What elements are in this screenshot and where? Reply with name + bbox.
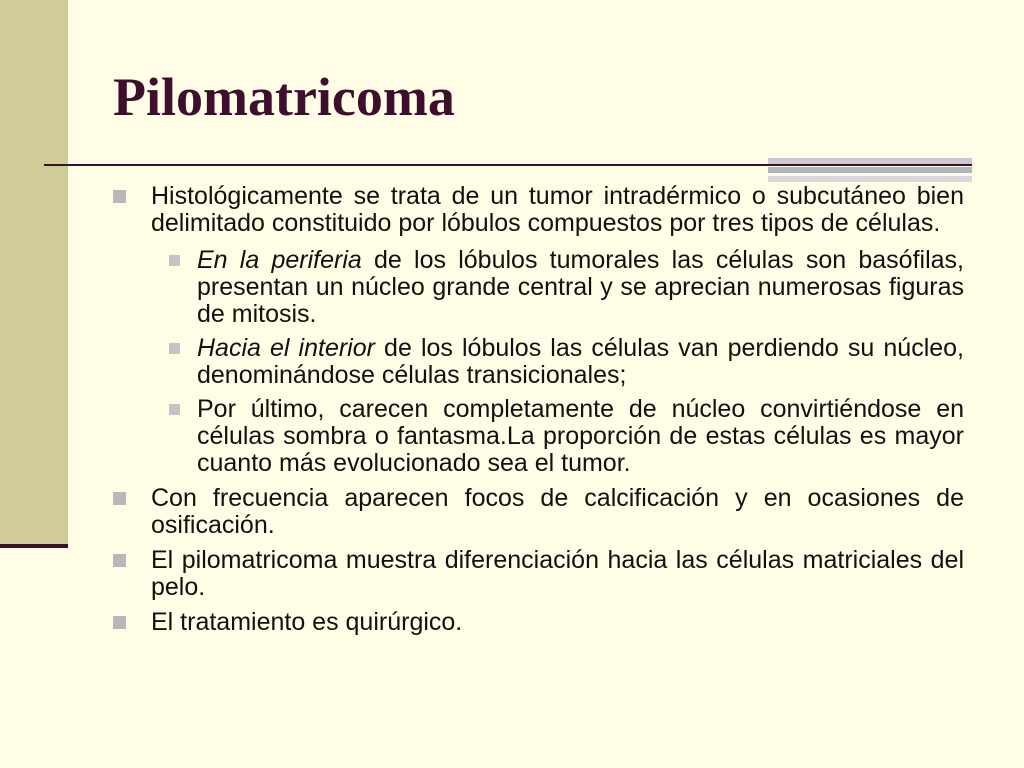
- square-bullet-icon: [169, 343, 180, 354]
- bullet-item: [113, 547, 964, 601]
- bullet-list: [113, 183, 964, 636]
- slide-body: [113, 183, 964, 644]
- left-decorative-band: [0, 0, 68, 546]
- sub-bullet-text: de los lóbulos tumorales las células son basófilas, presentan un núcleo grande central y se aprecian numerosas figuras de mitosis.: [197, 246, 964, 328]
- square-bullet-icon: [113, 554, 126, 567]
- decorative-bar: [768, 158, 972, 164]
- bullet-item: [113, 609, 964, 636]
- sub-bullet-emphasis: Hacia el interior: [197, 334, 375, 362]
- sub-bullet-item: [151, 335, 964, 389]
- square-bullet-icon: [169, 404, 180, 415]
- sub-bullet-item: [151, 247, 964, 328]
- sub-bullet-text: de los lóbulos las células van perdiendo su núcleo, denominándose células transicionales;: [197, 334, 965, 389]
- slide-title: Pilomatricoma: [113, 67, 455, 127]
- square-bullet-icon: [113, 616, 126, 629]
- bullet-item: [113, 485, 964, 539]
- left-band-rule: [0, 544, 68, 548]
- bullet-text: El tratamiento es quirúrgico.: [151, 608, 463, 636]
- square-bullet-icon: [169, 255, 180, 266]
- square-bullet-icon: [113, 190, 126, 203]
- decorative-bar: [768, 167, 972, 173]
- bullet-text: Histológicamente se trata de un tumor intradérmico o subcutáneo bien delimitado constituido por lóbulos compuestos por tres tipos de células.: [151, 182, 964, 237]
- decorative-bars: [768, 158, 972, 182]
- bullet-text: El pilomatricoma muestra diferenciación hacia las células matriciales del pelo.: [151, 546, 964, 601]
- square-bullet-icon: [113, 492, 126, 505]
- sub-bullet-text: Por último, carecen completamente de núcleo convirtiéndose en células sombra o fantasma.La proporción de estas células es mayor cuanto más evolucionado sea el tumor.: [197, 395, 964, 477]
- bullet-item: [113, 183, 964, 477]
- sub-bullet-list: [151, 247, 964, 477]
- sub-bullet-item: [151, 396, 964, 477]
- bullet-text: Con frecuencia aparecen focos de calcificación y en ocasiones de osificación.: [151, 484, 964, 539]
- sub-bullet-emphasis: En la periferia: [197, 246, 362, 274]
